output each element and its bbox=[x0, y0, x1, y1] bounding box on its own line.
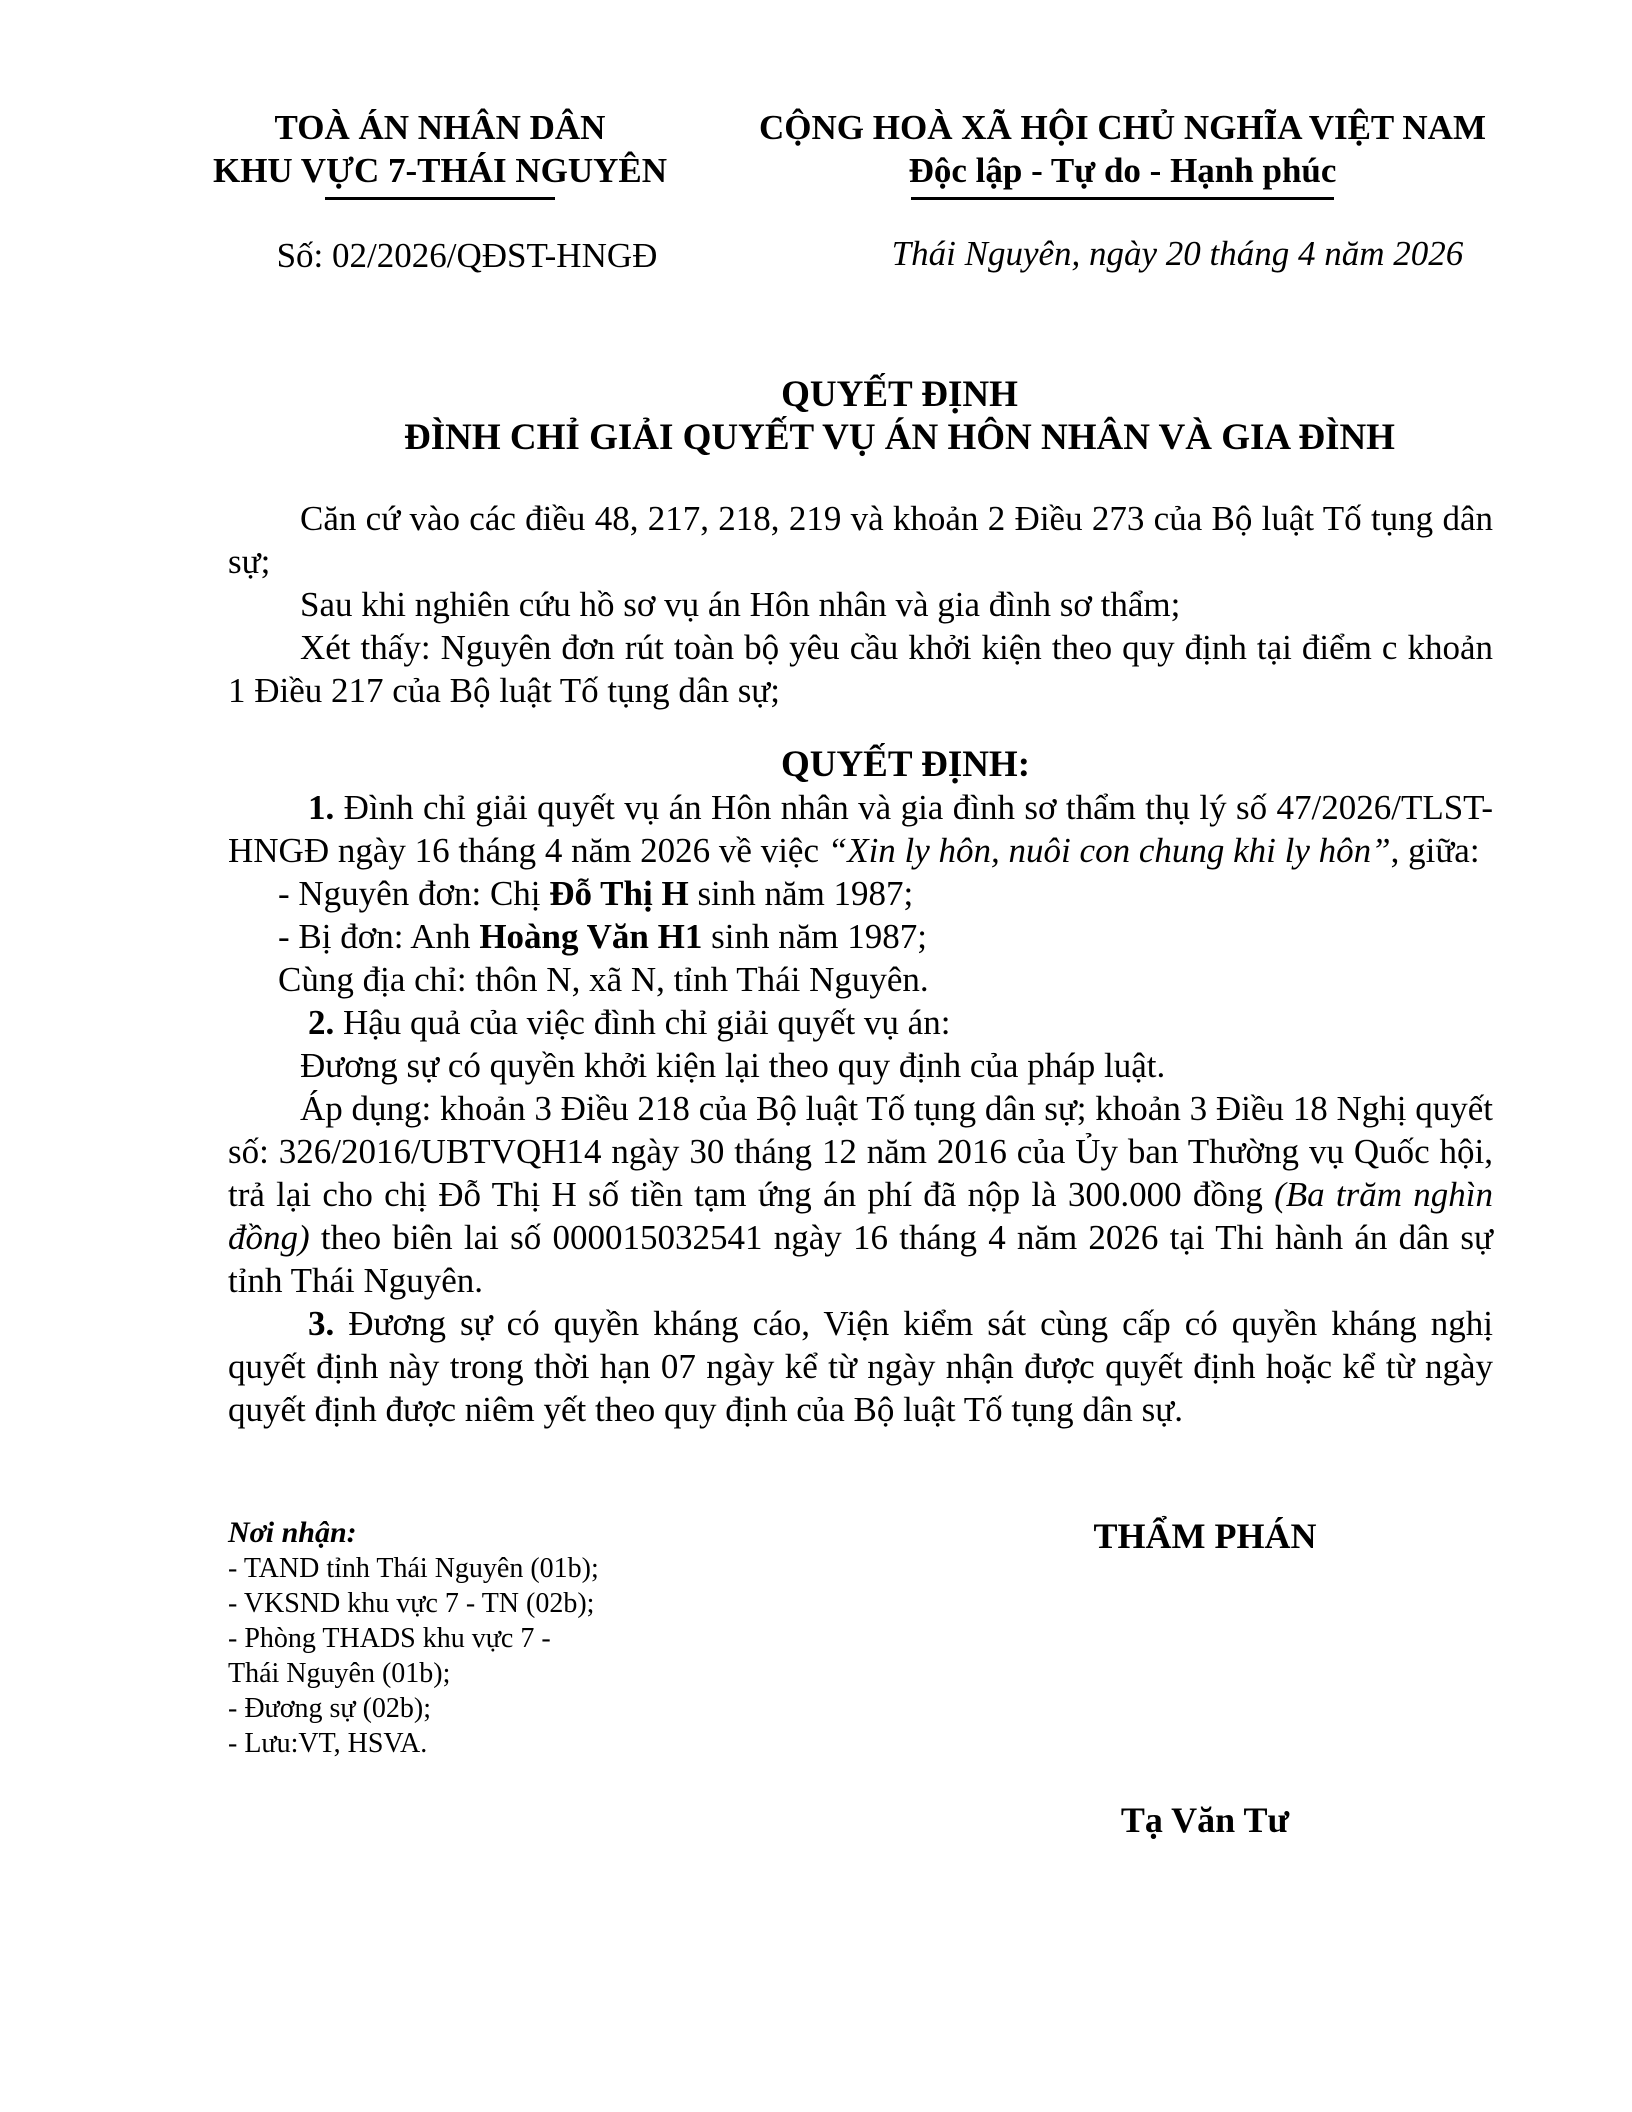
defendant-line bbox=[228, 915, 1493, 958]
decision-item-3 bbox=[228, 1302, 1493, 1431]
preamble-paragraph-1 bbox=[228, 497, 1493, 583]
address-line bbox=[228, 958, 1493, 1001]
preamble-paragraph-2 bbox=[228, 583, 1493, 626]
document-body bbox=[228, 497, 1493, 1431]
court-name-line1: TOÀ ÁN NHÂN DÂN bbox=[274, 108, 606, 147]
document-title-line1: QUYẾT ĐỊNH bbox=[781, 374, 1018, 415]
text-segment: - Bị đơn: Anh bbox=[278, 917, 480, 956]
issuer-underline bbox=[325, 197, 555, 200]
text-segment: , giữa: bbox=[1390, 831, 1480, 870]
text-segment: “Xin ly hôn, nuôi con chung khi ly hôn” bbox=[827, 831, 1391, 870]
text-segment: Hậu quả của việc đình chỉ giải quyết vụ án: bbox=[343, 1003, 951, 1042]
national-motto-line2: Độc lập - Tự do - Hạnh phúc bbox=[908, 151, 1337, 190]
recipients-label: Nơi nhận: bbox=[228, 1516, 357, 1549]
text-segment: Đỗ Thị H bbox=[549, 874, 689, 913]
recipient-line: - Đương sự (02b); bbox=[228, 1693, 432, 1724]
signer-name: Tạ Văn Tư bbox=[1120, 1800, 1290, 1840]
text-segment: sinh năm 1987; bbox=[688, 874, 914, 913]
document-number: Số: 02/2026/QĐST-HNGĐ bbox=[276, 236, 658, 275]
motto-underline bbox=[911, 197, 1334, 200]
issuer-block bbox=[120, 106, 760, 277]
preamble-paragraph-3 bbox=[228, 626, 1493, 712]
text-segment: Xét thấy: Nguyên đơn rút toàn bộ yêu cầu khởi kiện theo quy định tại điểm c khoản 1 Điều 217 của Bộ luật Tố tụng dân sự; bbox=[228, 628, 1493, 710]
text-segment: Đình chỉ giải quyết vụ án Hôn nhân và gia đình sơ thẩm thụ lý số 47/2026/TLST- HNGĐ ngày 16 tháng 4 năm 2026 về việc bbox=[228, 788, 1494, 870]
national-header-block bbox=[735, 106, 1510, 275]
text-segment: theo biên lai số 000015032541 ngày 16 tháng 4 năm 2026 tại Thi hành án dân sự tỉnh Thái Nguyên. bbox=[228, 1218, 1493, 1300]
recipient-line: - VKSND khu vực 7 - TN (02b); bbox=[228, 1588, 595, 1619]
recipient-line: - Phòng THADS khu vực 7 - bbox=[228, 1623, 551, 1654]
text-segment: (Ba trăm nghìn đồng) bbox=[228, 1175, 1493, 1257]
place-and-date: Thái Nguyên, ngày 20 tháng 4 năm 2026 bbox=[891, 234, 1464, 273]
decision-item-2 bbox=[228, 1001, 1493, 1044]
court-name-line2: KHU VỰC 7-THÁI NGUYÊN bbox=[212, 151, 668, 190]
recipients-block bbox=[228, 1514, 658, 1761]
text-segment: sinh năm 1987; bbox=[702, 917, 927, 956]
fee-refund-paragraph bbox=[228, 1087, 1493, 1302]
text-segment: Đương sự có quyền kháng cáo, Viện kiểm sát cùng cấp có quyền kháng nghị quyết định này trong thời hạn 07 ngày kể từ ngày nhận được quyết định hoặc kể từ ngày quyết định được niêm yết theo quy định của Bộ luật Tố tụng dân sự. bbox=[228, 1304, 1493, 1429]
text-segment: Sau khi nghiên cứu hồ sơ vụ án Hôn nhân và gia đình sơ thẩm; bbox=[300, 585, 1181, 624]
signature-block bbox=[1005, 1516, 1405, 1840]
plaintiff-line bbox=[228, 872, 1493, 915]
text-segment: - Nguyên đơn: Chị bbox=[278, 874, 550, 913]
text-segment: Hoàng Văn H1 bbox=[479, 917, 703, 956]
text-segment: 2. bbox=[308, 1003, 343, 1042]
national-motto-line1: CỘNG HOÀ XÃ HỘI CHỦ NGHĨA VIỆT NAM bbox=[759, 108, 1486, 147]
recipient-line: Thái Nguyên (01b); bbox=[228, 1658, 451, 1689]
text-segment: 1. bbox=[308, 788, 344, 827]
decision-section-heading: QUYẾT ĐỊNH: bbox=[780, 744, 1031, 785]
recipient-line: - TAND tỉnh Thái Nguyên (01b); bbox=[228, 1553, 599, 1584]
decision-item-1 bbox=[228, 786, 1493, 872]
signer-role: THẨM PHÁN bbox=[1093, 1516, 1317, 1556]
recipient-line: - Lưu:VT, HSVA. bbox=[228, 1728, 428, 1759]
text-segment: 3. bbox=[308, 1304, 349, 1343]
text-segment: Căn cứ vào các điều 48, 217, 218, 219 và khoản 2 Điều 273 của Bộ luật Tố tụng dân sự; bbox=[228, 499, 1493, 581]
consequence-line bbox=[228, 1044, 1493, 1087]
document-title-line2: ĐÌNH CHỈ GIẢI QUYẾT VỤ ÁN HÔN NHÂN VÀ GIA ĐÌNH bbox=[404, 417, 1395, 458]
document-title-block bbox=[228, 373, 1493, 459]
text-segment: Áp dụng: khoản 3 Điều 218 của Bộ luật Tố tụng dân sự; khoản 3 Điều 18 Nghị quyết số: 326/2016/UBTVQH14 ngày 30 tháng 12 năm 2016 của Ủy ban Thường vụ Quốc hội, trả lại cho chị Đỗ Thị H số tiền tạm ứng án phí đã nộp là 300.000 đồng bbox=[228, 1089, 1493, 1214]
text-segment: Cùng địa chỉ: thôn N, xã N, tỉnh Thái Nguyên. bbox=[278, 960, 929, 999]
text-segment: Đương sự có quyền khởi kiện lại theo quy định của pháp luật. bbox=[300, 1046, 1166, 1085]
